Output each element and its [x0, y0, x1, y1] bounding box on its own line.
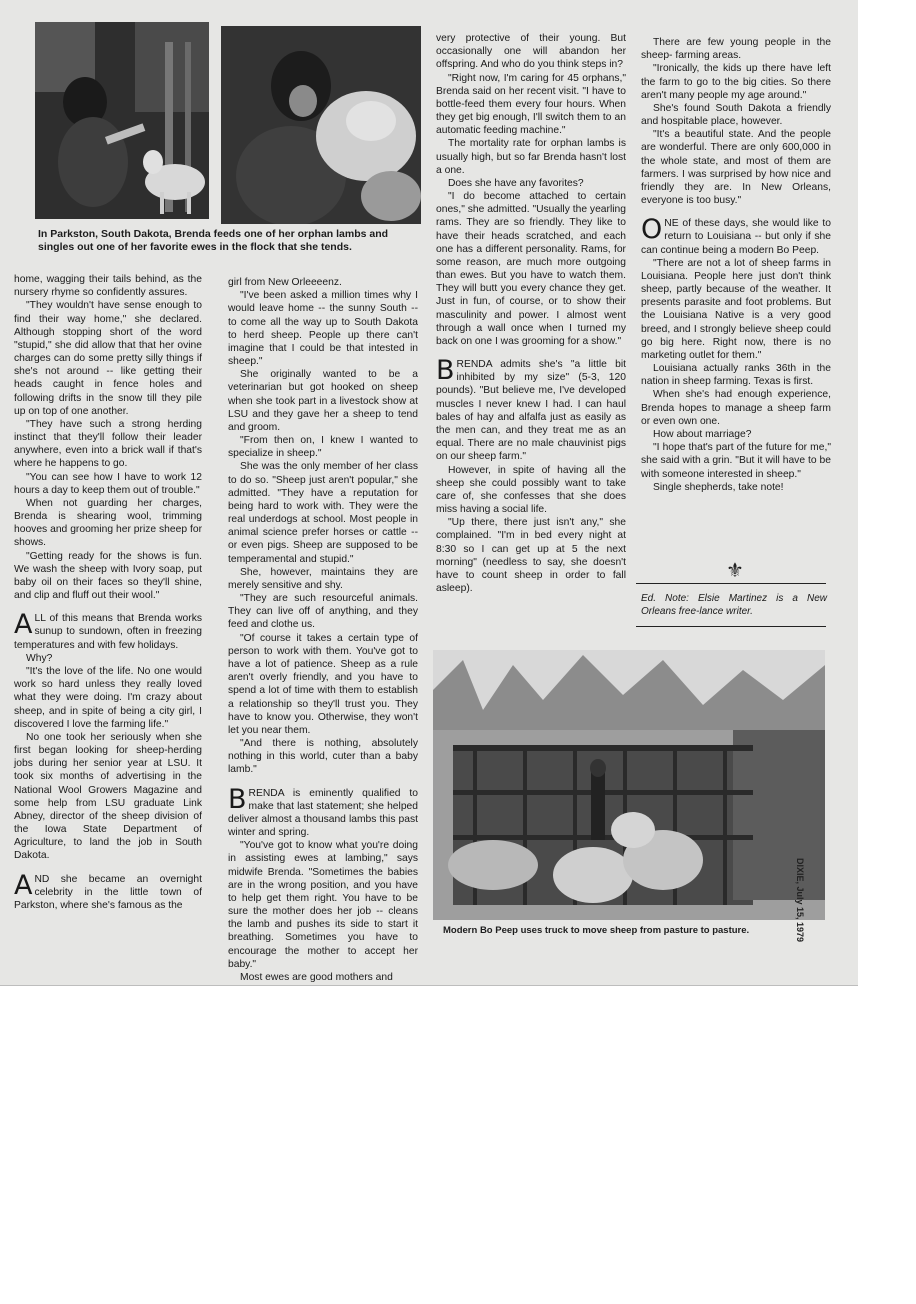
col2-para: She originally wanted to be a veterinarian but got hooked on sheep when she took part in a livestock show at LSU and they gave her a sheep to tend and groom.: [228, 369, 418, 433]
top-photo-caption: In Parkston, South Dakota, Brenda feeds one of her orphan lambs and singles out one of her favorite ewes in the flock that she tends.: [38, 228, 389, 254]
col4-para: She's found South Dakota a friendly and hospitable place, however.: [641, 102, 831, 128]
drop-cap: B: [228, 783, 247, 815]
col4-para: Louisiana actually ranks 36th in the nation in sheep farming. Texas is first.: [641, 363, 831, 388]
col4-para: Single shepherds, take note!: [653, 481, 784, 493]
fleur-de-lis-icon: ⚜: [726, 560, 744, 582]
drop-cap: O: [641, 214, 663, 246]
col3-para: "Up there, there just isn't any," she complained. "I'm in bed every night at 8:30 so I can get up at 5 the next morning" (needless to say, she doesn't have to count sheep in order to fall asleep).: [436, 517, 626, 595]
col1-para: home, wagging their tails behind, as the nursery rhyme so confidently assures.: [14, 274, 202, 299]
article-column-3: [436, 32, 626, 595]
photo-truck-with-sheep: [433, 650, 825, 920]
article-column-4: [641, 36, 831, 494]
col1-para: "They have such a strong herding instinct that they'll follow their leader anywhere, even into a brick wall if that's where he happens to go.: [14, 418, 202, 470]
col4-para: "It's a beautiful state. And the people are wonderful. There are only 600,000 in the whole state, and most of them are farmers. I was surprised by how nice and friendly they are. In New Orleans, everyone is too busy.": [641, 129, 831, 207]
col1-para: "They wouldn't have sense enough to find their way home," she declared. Although stopping short of the word "stupid," she did allow that that her ovine charges can do some pretty silly things if she's not around -- like getting their heads caught in fence holes and following drifts in the snow till they pile up on top of one another.: [14, 300, 202, 417]
col2-para: She was the only member of her class to do so. "Sheep just aren't popular," she admitted. "They have a reputation for being hard to work with. They were the real underdogs at school. Most people in animal science prefer horses or cattle -- or even pigs. Sheep are supposed to be temperamental and stupid.": [228, 461, 418, 565]
col1-para: When not guarding her charges, Brenda is shearing wool, trimming hooves and grooming her prize sheep for shows.: [14, 497, 202, 549]
col1-para: "It's the love of the life. No one would work so hard unless they really loved what they were doing. I'm crazy about sheep, and in spite of being a city girl, I discovered I love the farming life.": [14, 665, 202, 730]
col2-para: "They are such resourceful animals. They can live off of anything, and they feed and clothe us.: [228, 593, 418, 631]
col3-para: "I do become attached to certain ones," she admitted. "Usually the yearling rams. They are so friendly. They like to have their heads scratched, and each one has a different personality. Rams, for some reason, are much more outgoing than ewes. But you have to watch them. They will butt you every chance they get. Just in fun, of course, or to show their masculinity and power. I almost went through a wall once when I turned my back on one I was grooming for a show.": [436, 191, 626, 347]
col2-para: "You've got to know what you're doing in assisting ewes at lambing," says midwife Brenda. "Sometimes the babies are in the wrong position, and you have to help get them right. You have to be sure the mother does her job -- cleans the lamb and pushes its side to start it breathing. Sometimes you have to encourage the mother to accept her baby.": [228, 840, 418, 970]
drop-cap: A: [14, 869, 33, 901]
section-start: [228, 783, 418, 840]
editor-note: Ed. Note: Elsie Martinez is a New Orleans free-lance writer.: [641, 593, 827, 617]
col1-para: "You can see how I have to work 12 hours a day to keep them out of trouble.": [14, 471, 202, 496]
bottom-photo-caption: Modern Bo Peep uses truck to move sheep from pasture to pasture.: [443, 925, 750, 936]
col4-para: "There are not a lot of sheep farms in Louisiana. People here just don't think sheep, partly because of the weather. It presents parasite and foot problems. But the Louisiana Native is a very good breed, and I strongly believe sheep could go big here. Right now, there is no marketing outlet for them.": [641, 257, 831, 361]
col3-para: However, in spite of having all the sheep she could possibly want to take care of, she confesses that she does miss having a social life.: [436, 464, 626, 516]
photo-woman-with-ewe: [221, 26, 421, 224]
photo-woman-feeding-lamb: [35, 22, 209, 219]
drop-cap: A: [14, 609, 33, 641]
col4-para: How about marriage?: [653, 428, 752, 440]
col2-para: "Of course it takes a certain type of person to work with them. You've got to have a lot of patience. Sheep as a rule aren't overly friendly, and you have to spend a lot of time with them to establish a relationship so they'll trust you. They have to know you. Otherwise, they won't let you near them.: [228, 632, 418, 736]
divider-rule: [636, 626, 826, 627]
section-text: ND she became an overnight celebrity in the little town of Parkston, where she's famous as the: [14, 873, 202, 911]
section-start: [641, 214, 831, 257]
col2-para: girl from New Orleeeenz.: [228, 277, 342, 288]
col3-para: The mortality rate for orphan lambs is usually high, but so far Brenda hasn't lost a one.: [436, 138, 626, 176]
article-column-2: [228, 276, 418, 984]
col3-para: Does she have any favorites?: [448, 177, 584, 189]
folio-dateline: DIXIE, July 15, 1979: [795, 858, 805, 943]
col4-para: There are few young people in the sheep- farming areas.: [641, 37, 831, 62]
col2-para: "From then on, I knew I wanted to specialize in sheep.": [228, 435, 418, 460]
drop-cap: B: [436, 355, 455, 387]
col4-para: "Ironically, the kids up there have left the farm to go to the big cities. So there aren't many people my age around.": [641, 63, 831, 101]
col2-para: "I've been asked a million times why I would leave home -- the sunny South -- to come all the way up to South Dakota to herd sheep. People up there can't imagine that I could be that intested in sheep.": [228, 290, 418, 368]
col3-para: "Right now, I'm caring for 45 orphans," Brenda said on her recent visit. "I have to bottle-feed them every four hours. When they get big enough, I'll switch them to an automatic feeding machine.": [436, 72, 626, 137]
article-column-1: [14, 273, 202, 912]
col1-para: Why?: [26, 652, 53, 664]
section-text: RENDA is eminently qualified to make that last statement; she helped deliver almost a thousand lambs this past winter and spring.: [228, 787, 418, 839]
col1-para: "Getting ready for the shows is fun. We wash the sheep with Ivory soap, put baby oil on their faces so they'll shine, and clip and fluff out their wool.": [14, 550, 202, 602]
divider-rule: [636, 583, 826, 584]
clipping-edge: [0, 985, 858, 986]
section-text: NE of these days, she would like to return to Louisiana -- but only if she can continue being a modern Bo Peep.: [641, 218, 831, 256]
section-start: [436, 355, 626, 463]
section-text: LL of this means that Brenda works sunup to sundown, often in freezing temperatures and with few holidays.: [14, 613, 202, 651]
col4-para: When she's had enough experience, Brenda hopes to manage a sheep farm or even own one.: [641, 389, 831, 427]
section-start: [14, 609, 202, 652]
col2-para: Most ewes are good mothers and: [240, 971, 393, 983]
section-start: [14, 869, 202, 913]
col2-para: "And there is nothing, absolutely nothing in this world, cuter than a baby lamb.": [228, 738, 418, 776]
col3-para: very protective of their young. But occasionally one will abandon her offspring. And who do you think steps in?: [436, 33, 626, 71]
col1-para: No one took her seriously when she first began looking for sheep-herding jobs during her senior year at LSU. It took six months of advertising in the National Wool Growers Magazine and some help from LSU graduate Link Abney, director of the sheep division of the Iowa State Department of Agriculture, to land the job in South Dakota.: [14, 731, 202, 862]
col2-para: She, however, maintains they are merely sensitive and shy.: [228, 566, 418, 591]
section-text: RENDA admits she's "a little bit inhibited by my size" (5-3, 120 pounds). "But believe me, I've developed muscles I never knew I had. I can haul bales of hay and alfalfa just as easily as the men can, and they treat me as an equal. There are no male chauvinist pigs on our sheep farm.": [436, 359, 626, 463]
col4-para: "I hope that's part of the future for me," she said with a grin. "But it will have to be with someone interested in sheep.": [641, 442, 831, 480]
